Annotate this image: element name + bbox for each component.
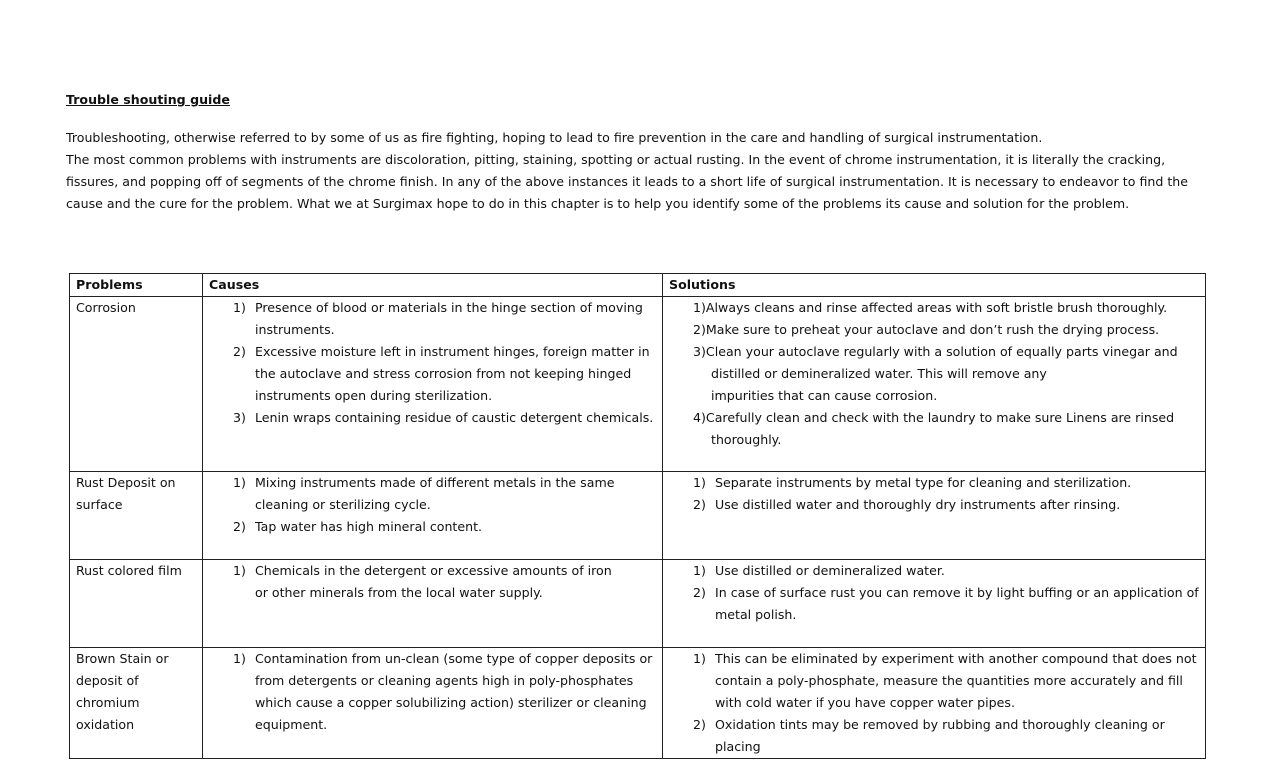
table-row [70, 648, 1206, 759]
intro-paragraph: The most common problems with instruments are discoloration, pitting, staining, spotting or actual rusting. In the event of chrome instrumentation, it is literally the cracking, fissures, and popping off of segments of the chrome finish. In any of the above instances it leads to a short life of surgical instrumentation. It is necessary to endeavor to find the cause and the cure for the problem. What we at Surgimax hope to do in this chapter is to help you identify some of the problems its cause and solution for the problem. [66, 152, 1189, 211]
intro-text [66, 127, 1196, 215]
causes-list [209, 472, 656, 538]
page-title: Trouble shouting guide [66, 92, 230, 107]
list-item: 2)Make sure to preheat your autoclave and don’t rush the drying process. [693, 322, 1160, 337]
list-item: 3)Clean your autoclave regularly with a solution of equally parts vinegar and distilled or demineralized water. This will remove any impurities that can cause corrosion. [693, 344, 1178, 403]
causes-list [209, 297, 656, 429]
solutions-list [669, 472, 1199, 516]
list-item: 1) Presence of blood or materials in the hinge section of moving instruments. [233, 300, 643, 337]
list-item: 2) Excessive moisture left in instrument hinges, foreign matter in the autoclave and stress corrosion from not keeping hinged instruments open during sterilization. [233, 344, 650, 403]
list-item: 2) Tap water has high mineral content. [233, 519, 483, 534]
list-item: 1) Chemicals in the detergent or excessive amounts of iron or other minerals from the local water supply. [233, 563, 612, 600]
problem-cell: Rust colored film [70, 560, 203, 648]
intro-paragraph: Troubleshooting, otherwise referred to by some of us as fire fighting, hoping to lead to fire prevention in the care and handling of surgical instrumentation. [66, 130, 1043, 145]
table-row [70, 560, 1206, 648]
list-item: 1) Use distilled or demineralized water. [693, 563, 945, 578]
list-item: 1) Separate instruments by metal type for cleaning and sterilization. [693, 475, 1132, 490]
header-problems: Problems [70, 274, 203, 297]
list-item: 3) Lenin wraps containing residue of caustic detergent chemicals. [233, 410, 654, 425]
solutions-cell [663, 560, 1206, 648]
solutions-list [669, 560, 1199, 626]
causes-list [209, 648, 656, 736]
solutions-cell [663, 648, 1206, 759]
solutions-list [669, 297, 1199, 451]
causes-list [209, 560, 656, 604]
solutions-cell [663, 297, 1206, 472]
list-item: 1) Contamination from un-clean (some type of copper deposits or from detergents or cleaning agents high in poly-phosphates which cause a copper solubilizing action) sterilizer or cleaning equipment. [233, 651, 653, 732]
problem-cell: Rust Deposit on surface [70, 472, 203, 560]
list-item: 2) Use distilled water and thoroughly dry instruments after rinsing. [693, 497, 1121, 512]
list-item: 1)Always cleans and rinse affected areas with soft bristle brush thoroughly. [693, 300, 1168, 315]
causes-cell [203, 648, 663, 759]
causes-cell [203, 297, 663, 472]
causes-cell [203, 472, 663, 560]
list-item: 1) Mixing instruments made of different metals in the same cleaning or sterilizing cycle. [233, 475, 615, 512]
list-item: 1) This can be eliminated by experiment with another compound that does not contain a poly-phosphate, measure the quantities more accurately and fill with cold water if you have copper water pipes. [693, 651, 1197, 710]
problem-cell: Brown Stain or deposit of chromium oxidation [70, 648, 203, 759]
table-header-row [70, 274, 1206, 297]
header-causes: Causes [203, 274, 663, 297]
solutions-list [669, 648, 1199, 758]
list-item: 2) In case of surface rust you can remove it by light buffing or an application of metal polish. [693, 585, 1199, 622]
causes-cell [203, 560, 663, 648]
solutions-cell [663, 472, 1206, 560]
list-item: 2) Oxidation tints may be removed by rubbing and thoroughly cleaning or placing [693, 717, 1165, 754]
table-row [70, 472, 1206, 560]
problem-cell: Corrosion [70, 297, 203, 472]
table-row [70, 297, 1206, 472]
list-item: 4)Carefully clean and check with the laundry to make sure Linens are rinsed thoroughly. [693, 410, 1175, 447]
header-solutions: Solutions [663, 274, 1206, 297]
troubleshooting-table [69, 273, 1206, 759]
